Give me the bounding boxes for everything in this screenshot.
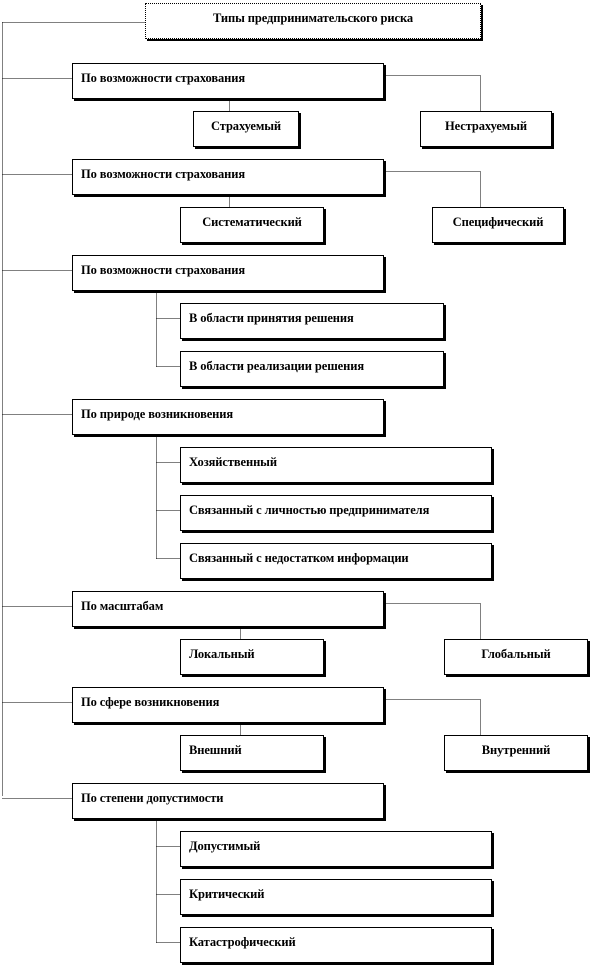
subcategory-node: Нестрахуемый xyxy=(420,111,552,147)
root-node: Типы предпринимательского риска xyxy=(145,3,481,39)
category-node: По степени допустимости xyxy=(72,783,384,819)
subcategory-node: Внутренний xyxy=(444,735,588,771)
subcategory-node: Критический xyxy=(180,879,492,915)
category-node: По масштабам xyxy=(72,591,384,627)
subcategory-node: Страхуемый xyxy=(193,111,299,147)
category-node: По возможности страхования xyxy=(72,255,384,291)
subcategory-node: Локальный xyxy=(180,639,324,675)
subcategory-node: В области принятия решения xyxy=(180,303,444,339)
subcategory-node: Специфический xyxy=(432,207,564,243)
category-node: По природе возникновения xyxy=(72,399,384,435)
subcategory-node: Связанный с личностью предпринимателя xyxy=(180,495,492,531)
subcategory-node: Катастрофический xyxy=(180,927,492,963)
category-node: По сфере возникновения xyxy=(72,687,384,723)
subcategory-node: В области реализации решения xyxy=(180,351,444,387)
subcategory-node: Связанный с недостатком информации xyxy=(180,543,492,579)
category-node: По возможности страхования xyxy=(72,159,384,195)
subcategory-node: Глобальный xyxy=(444,639,588,675)
subcategory-node: Хозяйственный xyxy=(180,447,492,483)
subcategory-node: Систематический xyxy=(180,207,324,243)
subcategory-node: Допустимый xyxy=(180,831,492,867)
category-node: По возможности страхования xyxy=(72,63,384,99)
subcategory-node: Внешний xyxy=(180,735,324,771)
